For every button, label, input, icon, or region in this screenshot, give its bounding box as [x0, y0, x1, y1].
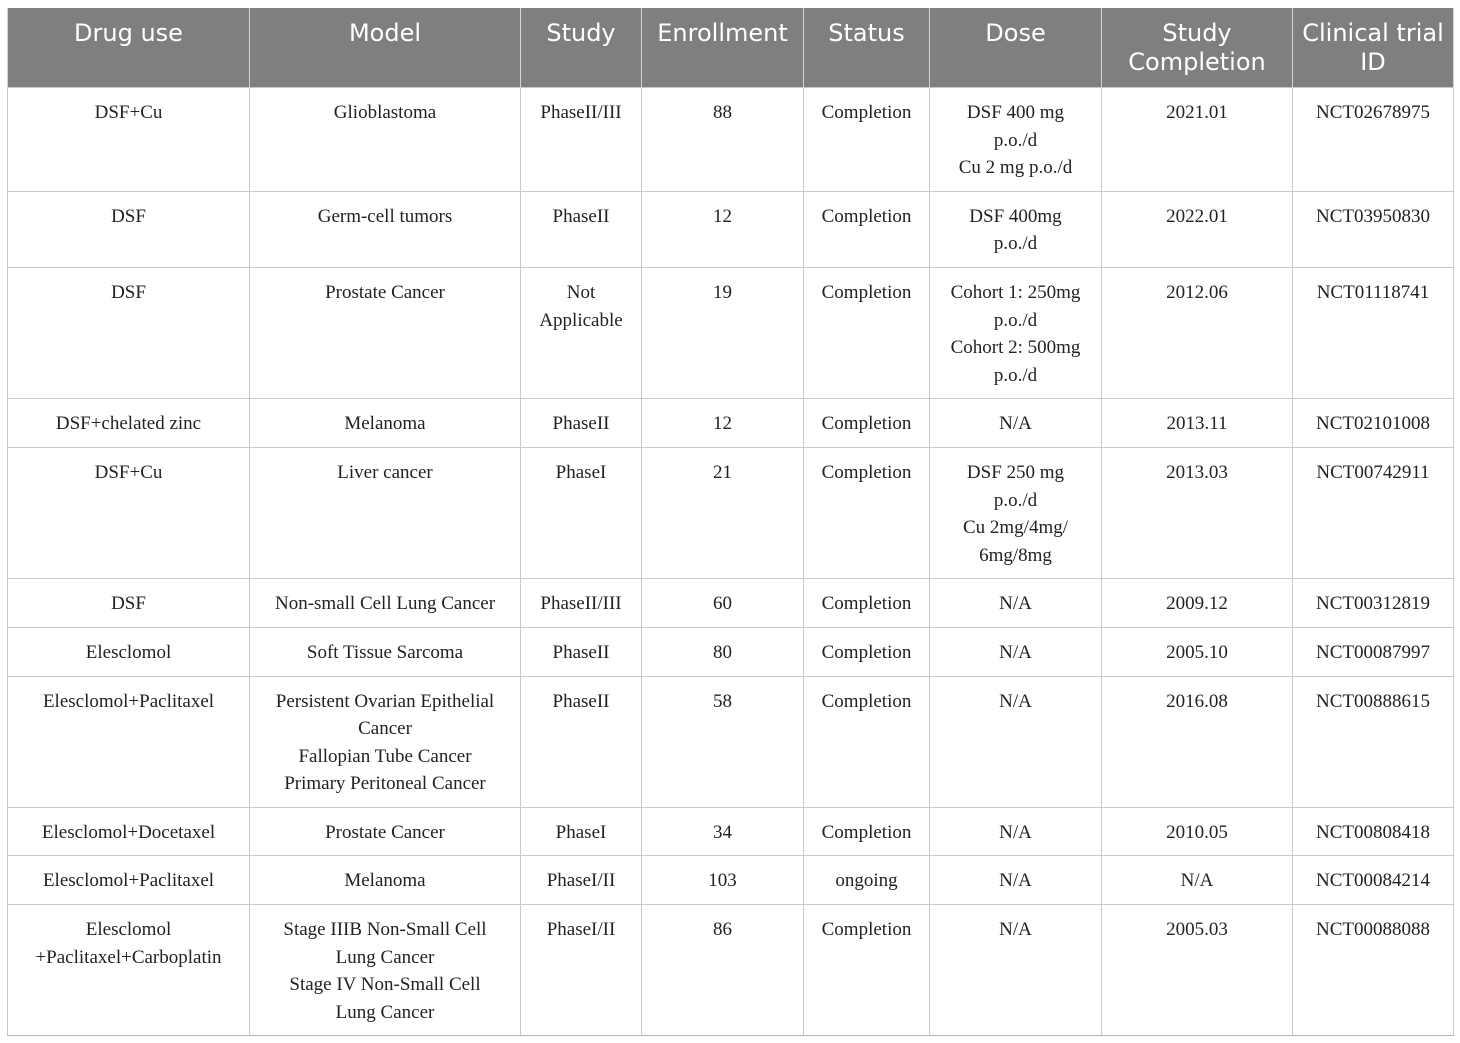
cell-model: Prostate Cancer: [250, 807, 521, 856]
cell-status: Completion: [804, 399, 930, 448]
cell-clinical-trial-id: NCT00742911: [1293, 447, 1454, 578]
cell-study: PhaseI/II: [521, 905, 642, 1036]
cell-drug-use: Elesclomol: [8, 627, 250, 676]
cell-dose: N/A: [930, 627, 1102, 676]
header-model: Model: [250, 8, 521, 88]
cell-clinical-trial-id: NCT01118741: [1293, 267, 1454, 398]
cell-enrollment: 19: [642, 267, 804, 398]
cell-dose: N/A: [930, 807, 1102, 856]
cell-drug-use: Elesclomol+Paclitaxel: [8, 856, 250, 905]
cell-model: Soft Tissue Sarcoma: [250, 627, 521, 676]
cell-enrollment: 80: [642, 627, 804, 676]
cell-model: Melanoma: [250, 399, 521, 448]
cell-enrollment: 34: [642, 807, 804, 856]
cell-study: PhaseII: [521, 676, 642, 807]
clinical-trials-table: [7, 8, 1454, 1036]
cell-enrollment: 12: [642, 191, 804, 267]
cell-enrollment: 103: [642, 856, 804, 905]
cell-clinical-trial-id: NCT00087997: [1293, 627, 1454, 676]
cell-drug-use: DSF+Cu: [8, 447, 250, 578]
cell-dose: DSF 400 mg p.o./d Cu 2 mg p.o./d: [930, 88, 1102, 192]
cell-study-completion: 2005.03: [1102, 905, 1293, 1036]
cell-model: Stage IIIB Non-Small Cell Lung Cancer Stage IV Non-Small Cell Lung Cancer: [250, 905, 521, 1036]
cell-drug-use: Elesclomol +Paclitaxel+Carboplatin: [8, 905, 250, 1036]
cell-dose: N/A: [930, 676, 1102, 807]
cell-study: PhaseI/II: [521, 856, 642, 905]
cell-clinical-trial-id: NCT00312819: [1293, 579, 1454, 628]
cell-dose: Cohort 1: 250mg p.o./d Cohort 2: 500mg p.o./d: [930, 267, 1102, 398]
cell-study-completion: 2005.10: [1102, 627, 1293, 676]
cell-dose: N/A: [930, 905, 1102, 1036]
cell-drug-use: DSF: [8, 579, 250, 628]
cell-study-completion: 2016.08: [1102, 676, 1293, 807]
cell-model: Glioblastoma: [250, 88, 521, 192]
cell-enrollment: 60: [642, 579, 804, 628]
cell-drug-use: Elesclomol+Docetaxel: [8, 807, 250, 856]
cell-model: Prostate Cancer: [250, 267, 521, 398]
cell-drug-use: DSF+Cu: [8, 88, 250, 192]
cell-study-completion: 2013.03: [1102, 447, 1293, 578]
cell-model: Germ-cell tumors: [250, 191, 521, 267]
header-dose: Dose: [930, 8, 1102, 88]
table-row: [8, 579, 1454, 628]
cell-drug-use: DSF: [8, 267, 250, 398]
cell-dose: N/A: [930, 579, 1102, 628]
table-wrapper: [7, 8, 1454, 1036]
cell-enrollment: 21: [642, 447, 804, 578]
table-row: [8, 447, 1454, 578]
cell-study: PhaseII/III: [521, 579, 642, 628]
cell-dose: N/A: [930, 856, 1102, 905]
cell-status: Completion: [804, 676, 930, 807]
cell-study-completion: 2012.06: [1102, 267, 1293, 398]
cell-enrollment: 88: [642, 88, 804, 192]
cell-enrollment: 58: [642, 676, 804, 807]
table-row: [8, 267, 1454, 398]
cell-status: ongoing: [804, 856, 930, 905]
cell-clinical-trial-id: NCT02101008: [1293, 399, 1454, 448]
cell-status: Completion: [804, 267, 930, 398]
cell-status: Completion: [804, 579, 930, 628]
cell-study: PhaseI: [521, 447, 642, 578]
header-drug-use: Drug use: [8, 8, 250, 88]
cell-dose: DSF 400mg p.o./d: [930, 191, 1102, 267]
cell-dose: DSF 250 mg p.o./d Cu 2mg/4mg/ 6mg/8mg: [930, 447, 1102, 578]
cell-study-completion: 2022.01: [1102, 191, 1293, 267]
table-row: [8, 399, 1454, 448]
header-clinical-trial-id: Clinical trial ID: [1293, 8, 1454, 88]
cell-status: Completion: [804, 905, 930, 1036]
cell-enrollment: 12: [642, 399, 804, 448]
cell-dose: N/A: [930, 399, 1102, 448]
header-study: Study: [521, 8, 642, 88]
cell-drug-use: DSF: [8, 191, 250, 267]
cell-clinical-trial-id: NCT00808418: [1293, 807, 1454, 856]
cell-study-completion: 2010.05: [1102, 807, 1293, 856]
cell-study: PhaseII: [521, 399, 642, 448]
cell-study: PhaseII: [521, 191, 642, 267]
cell-drug-use: DSF+chelated zinc: [8, 399, 250, 448]
cell-study-completion: 2013.11: [1102, 399, 1293, 448]
cell-status: Completion: [804, 807, 930, 856]
table-row: [8, 807, 1454, 856]
cell-clinical-trial-id: NCT02678975: [1293, 88, 1454, 192]
table-row: [8, 905, 1454, 1036]
cell-clinical-trial-id: NCT00888615: [1293, 676, 1454, 807]
cell-study: Not Applicable: [521, 267, 642, 398]
table-row: [8, 676, 1454, 807]
cell-study-completion: 2021.01: [1102, 88, 1293, 192]
cell-study: PhaseI: [521, 807, 642, 856]
cell-model: Liver cancer: [250, 447, 521, 578]
cell-clinical-trial-id: NCT00084214: [1293, 856, 1454, 905]
table-row: [8, 88, 1454, 192]
header-enrollment: Enrollment: [642, 8, 804, 88]
cell-model: Non-small Cell Lung Cancer: [250, 579, 521, 628]
cell-study: PhaseII: [521, 627, 642, 676]
cell-status: Completion: [804, 88, 930, 192]
cell-status: Completion: [804, 191, 930, 267]
cell-study-completion: 2009.12: [1102, 579, 1293, 628]
cell-model: Persistent Ovarian Epithelial Cancer Fallopian Tube Cancer Primary Peritoneal Cancer: [250, 676, 521, 807]
table-row: [8, 627, 1454, 676]
header-row: [8, 8, 1454, 88]
cell-clinical-trial-id: NCT00088088: [1293, 905, 1454, 1036]
cell-clinical-trial-id: NCT03950830: [1293, 191, 1454, 267]
header-status: Status: [804, 8, 930, 88]
table-row: [8, 191, 1454, 267]
cell-study: PhaseII/III: [521, 88, 642, 192]
cell-study-completion: N/A: [1102, 856, 1293, 905]
cell-drug-use: Elesclomol+Paclitaxel: [8, 676, 250, 807]
cell-model: Melanoma: [250, 856, 521, 905]
header-study-completion: Study Completion: [1102, 8, 1293, 88]
cell-status: Completion: [804, 447, 930, 578]
cell-enrollment: 86: [642, 905, 804, 1036]
cell-status: Completion: [804, 627, 930, 676]
table-row: [8, 856, 1454, 905]
